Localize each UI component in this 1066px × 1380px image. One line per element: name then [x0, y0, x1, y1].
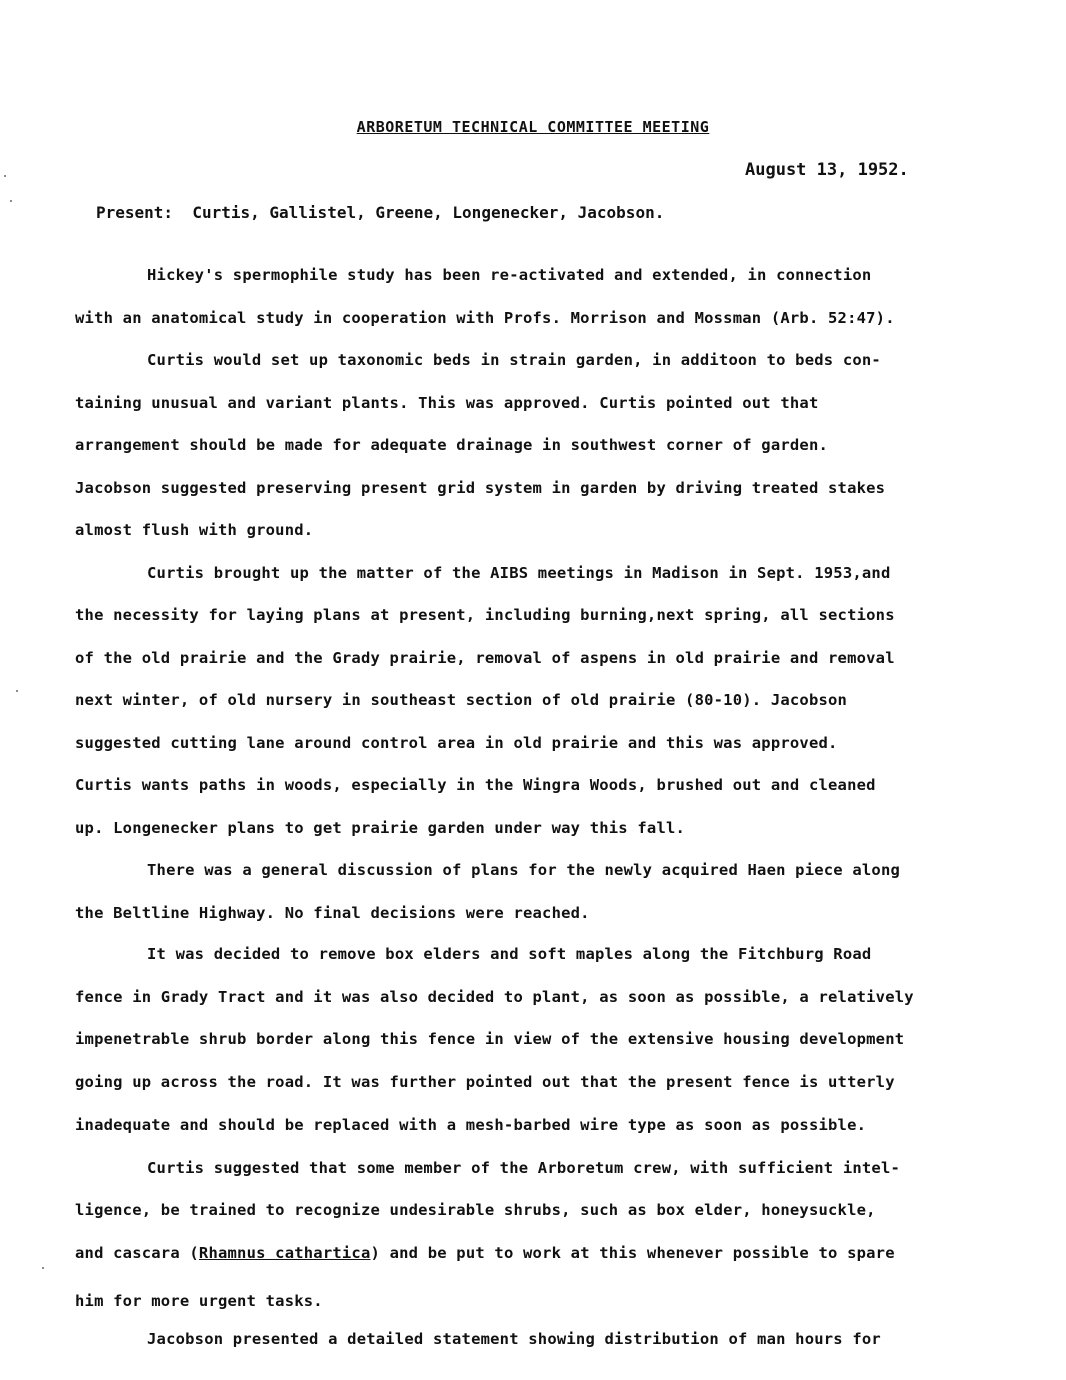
meeting-date: August 13, 1952.: [745, 160, 909, 180]
body-line: Hickey's spermophile study has been re-activated and extended, in connection: [147, 266, 872, 284]
body-line: Curtis suggested that some member of the Arboretum crew, with sufficient intel-: [147, 1159, 901, 1177]
body-line: with an anatomical study in cooperation with Profs. Morrison and Mossman (Arb. 52:47).: [75, 309, 895, 327]
body-line: Jacobson presented a detailed statement showing distribution of man hours for: [147, 1330, 881, 1348]
body-line: the Beltline Highway. No final decisions were reached.: [75, 904, 590, 922]
body-line: fence in Grady Tract and it was also decided to plant, as soon as possible, a relatively: [75, 988, 914, 1006]
body-line: impenetrable shrub border along this fence in view of the extensive housing development: [75, 1030, 905, 1048]
body-line: taining unusual and variant plants. This was approved. Curtis pointed out that: [75, 394, 819, 412]
body-line: him for more urgent tasks.: [75, 1292, 323, 1310]
body-line: There was a general discussion of plans for the newly acquired Haen piece along: [147, 861, 901, 879]
body-line: Jacobson suggested preserving present grid system in garden by driving treated stakes: [75, 479, 886, 497]
body-line: almost flush with ground.: [75, 521, 314, 539]
body-line: Curtis would set up taxonomic beds in strain garden, in additoon to beds con-: [147, 351, 881, 369]
body-line: next winter, of old nursery in southeast section of old prairie (80-10). Jacobson: [75, 691, 848, 709]
body-line: of the old prairie and the Grady prairie, removal of aspens in old prairie and removal: [75, 649, 895, 667]
scan-speck: [16, 690, 18, 692]
body-line: ligence, be trained to recognize undesirable shrubs, such as box elder, honeysuckle,: [75, 1201, 876, 1219]
body-text: ) and be put to work at this whenever possible to spare: [370, 1244, 895, 1262]
body-line: Curtis wants paths in woods, especially in the Wingra Woods, brushed out and cleaned: [75, 776, 876, 794]
scan-speck: [4, 175, 6, 177]
body-text: and cascara (: [75, 1244, 199, 1262]
scan-speck: [10, 200, 12, 202]
body-line: suggested cutting lane around control area in old prairie and this was approved.: [75, 734, 838, 752]
body-line: inadequate and should be replaced with a mesh-barbed wire type as soon as possible.: [75, 1116, 867, 1134]
species-name: Rhamnus cathartica: [198, 1244, 371, 1262]
body-line: It was decided to remove box elders and soft maples along the Fitchburg Road: [147, 945, 872, 963]
attendees-line: [96, 203, 664, 222]
body-line: Curtis brought up the matter of the AIBS meetings in Madison in Sept. 1953,and: [147, 564, 891, 582]
body-line: arrangement should be made for adequate drainage in southwest corner of garden.: [75, 436, 829, 454]
body-line: going up across the road. It was further pointed out that the present fence is utterly: [75, 1073, 895, 1091]
present-label: Present:: [96, 203, 174, 222]
body-line: [75, 1244, 895, 1262]
scan-speck: [42, 1267, 44, 1269]
body-line: up. Longenecker plans to get prairie garden under way this fall.: [75, 819, 686, 837]
document-title: ARBORETUM TECHNICAL COMMITTEE MEETING: [356, 118, 710, 136]
body-line: the necessity for laying plans at present, including burning,next spring, all sections: [75, 606, 895, 624]
present-names: Curtis, Gallistel, Greene, Longenecker, Jacobson.: [192, 203, 665, 222]
